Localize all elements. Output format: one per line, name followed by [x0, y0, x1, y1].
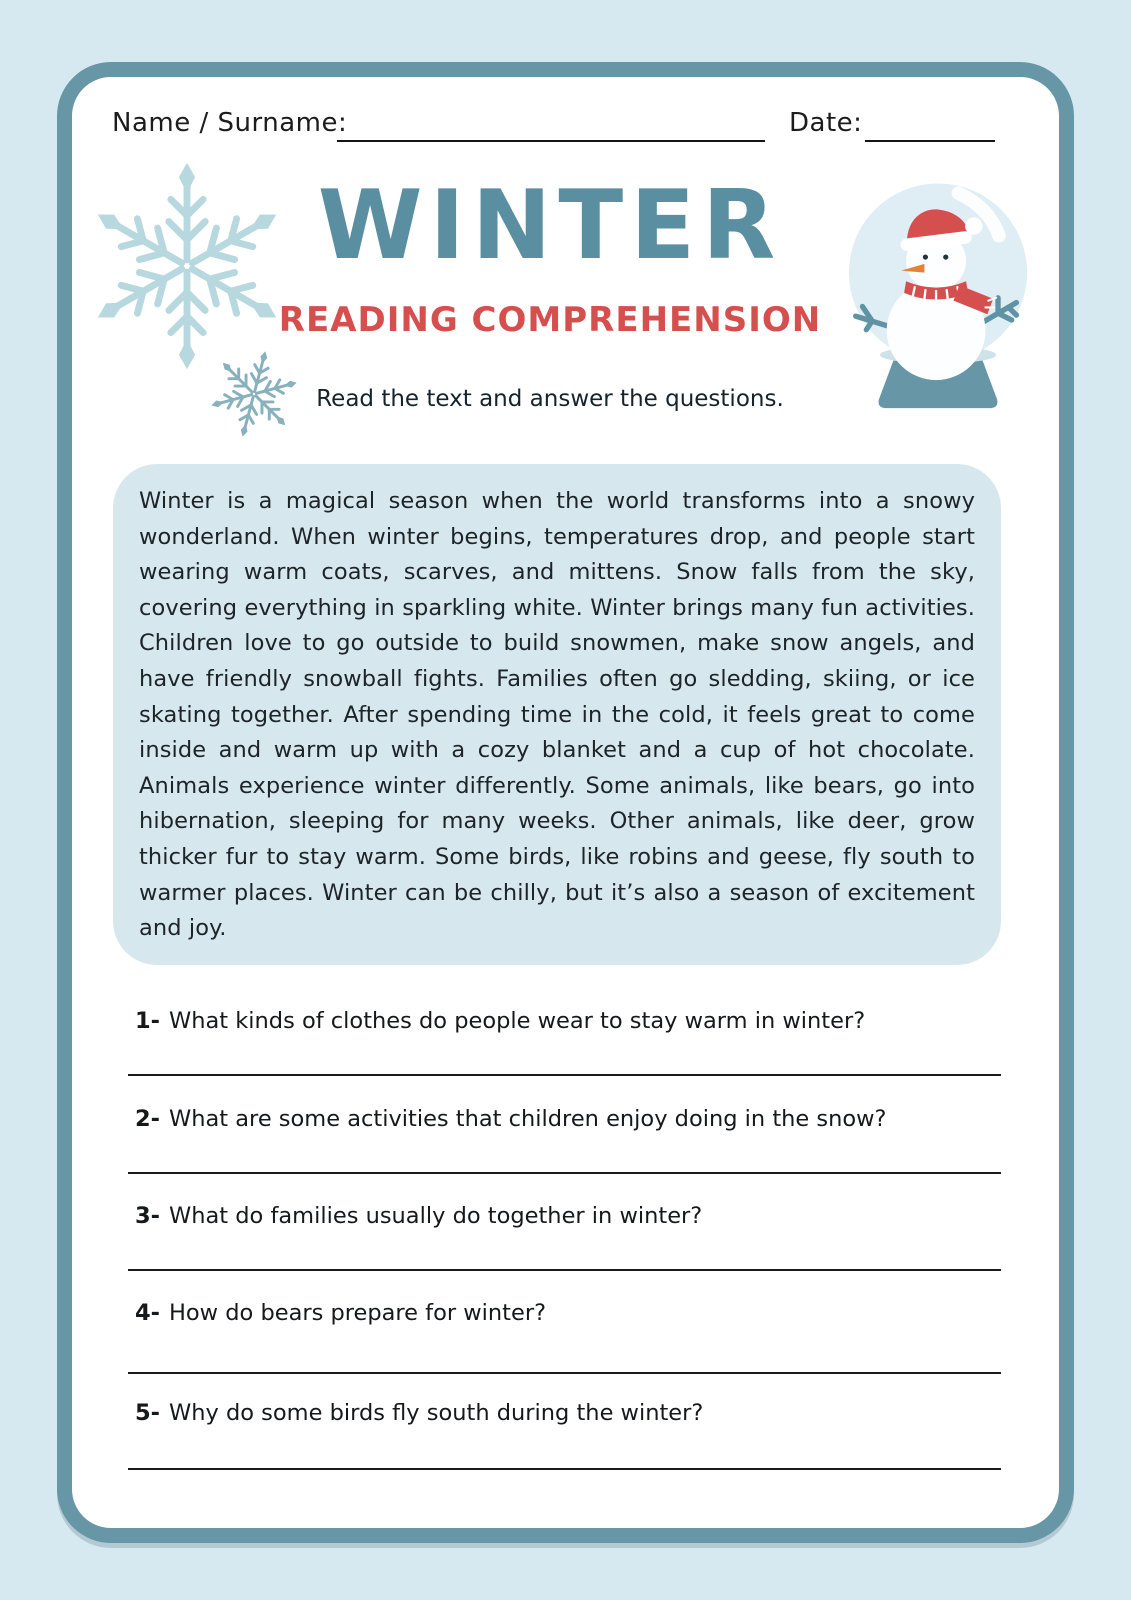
question-3-number: 3-: [135, 1203, 160, 1229]
question-2-number: 2-: [135, 1106, 160, 1132]
question-4: [135, 1300, 1007, 1326]
answer-line-1[interactable]: [128, 1074, 1001, 1076]
date-label: Date:: [789, 108, 863, 138]
answer-line-2[interactable]: [128, 1172, 1001, 1174]
question-5: [135, 1400, 1007, 1426]
question-4-text: How do bears prepare for winter?: [169, 1300, 547, 1326]
page-title: WINTER: [317, 171, 783, 281]
question-3: [135, 1203, 1007, 1229]
question-1: [135, 1008, 1007, 1034]
name-input-line[interactable]: [337, 140, 765, 142]
question-5-number: 5-: [135, 1400, 160, 1426]
snowflake-large-icon: [82, 158, 292, 374]
answer-line-3[interactable]: [128, 1269, 1001, 1271]
question-1-number: 1-: [135, 1008, 160, 1034]
answer-line-5[interactable]: [128, 1468, 1001, 1470]
question-3-text: What do families usually do together in winter?: [169, 1203, 703, 1229]
question-2-text: What are some activities that children enjoy doing in the snow?: [169, 1106, 887, 1132]
question-4-number: 4-: [135, 1300, 160, 1326]
date-input-line[interactable]: [865, 140, 995, 142]
instruction-text: Read the text and answer the questions.: [316, 386, 784, 412]
question-1-text: What kinds of clothes do people wear to stay warm in winter?: [169, 1008, 866, 1034]
page-subtitle: READING COMPREHENSION: [278, 300, 822, 340]
question-2: [135, 1106, 1007, 1132]
question-5-text: Why do some birds fly south during the winter?: [169, 1400, 704, 1426]
snow-globe-icon: [846, 162, 1030, 418]
answer-line-4[interactable]: [128, 1372, 1001, 1374]
reading-passage: Winter is a magical season when the world transforms into a snowy wonderland. When winter begins, temperatures drop, and people start wearing warm coats, scarves, and mittens. Snow falls from the sky, covering everything in sparkling white. Winter brings many fun activities. Children love to go outside to build snowmen, make snow angels, and have friendly snowball fights. Families often go sledding, skiing, or ice skating together. After spending time in the cold, it feels great to come inside and warm up with a cozy blanket and a cup of hot chocolate. Animals experience winter differently. Some animals, like bears, go into hibernation, sleeping for many weeks. Other animals, like deer, grow thicker fur to stay warm. Some birds, like robins and geese, fly south to warmer places. Winter can be chilly, but it’s also a season of excitement and joy.: [113, 464, 1001, 965]
name-surname-label: Name / Surname:: [112, 108, 348, 138]
